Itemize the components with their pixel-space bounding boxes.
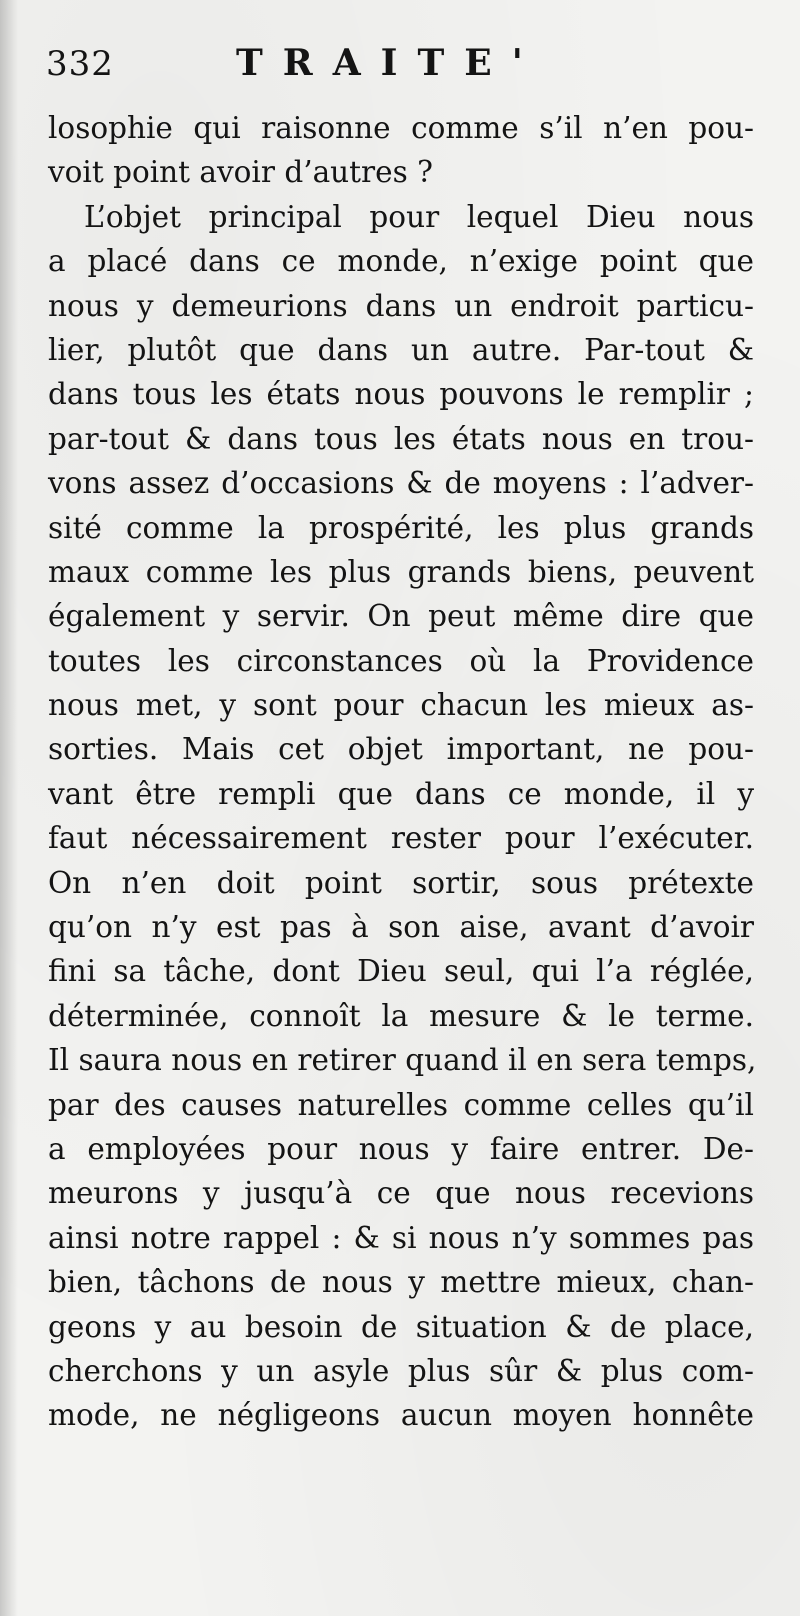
text-line: qu’on n’y est pas à son aise, avant d’avoir <box>48 910 754 945</box>
text-line: également y servir. On peut même dire que <box>48 599 754 634</box>
text-line: cherchons y un asyle plus sûr & plus com- <box>48 1353 754 1388</box>
text-line: nous met, y sont pour chacun les mieux as- <box>48 688 754 723</box>
text-line: dans tous les états nous pouvons le remplir ; <box>48 377 754 412</box>
body-text <box>48 106 757 1438</box>
text-line: déterminée, connoît la mesure & le terme. <box>48 998 754 1033</box>
text-line: L’objet principal pour lequel Dieu nous <box>84 199 754 234</box>
text-line: a employées pour nous y faire entrer. De- <box>48 1131 754 1166</box>
gutter-shadow <box>0 0 18 1616</box>
text-line: vons assez d’occasions & de moyens : l’adver- <box>48 466 754 501</box>
text-line: par des causes naturelles comme celles qu’il <box>48 1087 754 1122</box>
text-line: toutes les circonstances où la Providence <box>48 643 754 678</box>
text-line: vant être rempli que dans ce monde, il y <box>48 776 754 811</box>
running-title: TRAITE' <box>236 42 543 84</box>
text-line: par-tout & dans tous les états nous en trou- <box>48 421 754 456</box>
text-line: nous y demeurions dans un endroit particu- <box>48 288 754 323</box>
text-line: losophie qui raisonne comme s’il n’en pou- <box>48 111 754 145</box>
page-header <box>46 44 766 94</box>
text-line: On n’en doit point sortir, sous prétexte <box>48 865 754 900</box>
text-line: sité comme la prospérité, les plus grands <box>48 510 754 545</box>
page-number: 332 <box>46 44 114 84</box>
text-line: a placé dans ce monde, n’exige point que <box>48 244 754 279</box>
text-line: lier, plutôt que dans un autre. Par-tout & <box>48 332 754 367</box>
text-line: mode, ne négligeons aucun moyen honnête <box>48 1398 754 1433</box>
text-line: sorties. Mais cet objet important, ne pou- <box>48 732 754 767</box>
text-line: faut nécessairement rester pour l’exécuter. <box>48 821 754 856</box>
text-line: geons y au besoin de situation & de place, <box>48 1309 754 1344</box>
text-line: maux comme les plus grands biens, peuvent <box>48 554 754 589</box>
text-line: Il saura nous en retirer quand il en sera temps, <box>48 1043 757 1078</box>
text-line: ainsi notre rappel : & si nous n’y sommes pas <box>48 1220 754 1255</box>
text-line: fini sa tâche, dont Dieu seul, qui l’a réglée, <box>48 954 754 989</box>
text-line: meurons y jusqu’à ce que nous recevions <box>48 1176 754 1211</box>
text-line: bien, tâchons de nous y mettre mieux, chan- <box>48 1265 754 1300</box>
text-line: voit point avoir d’autres ? <box>48 155 433 190</box>
